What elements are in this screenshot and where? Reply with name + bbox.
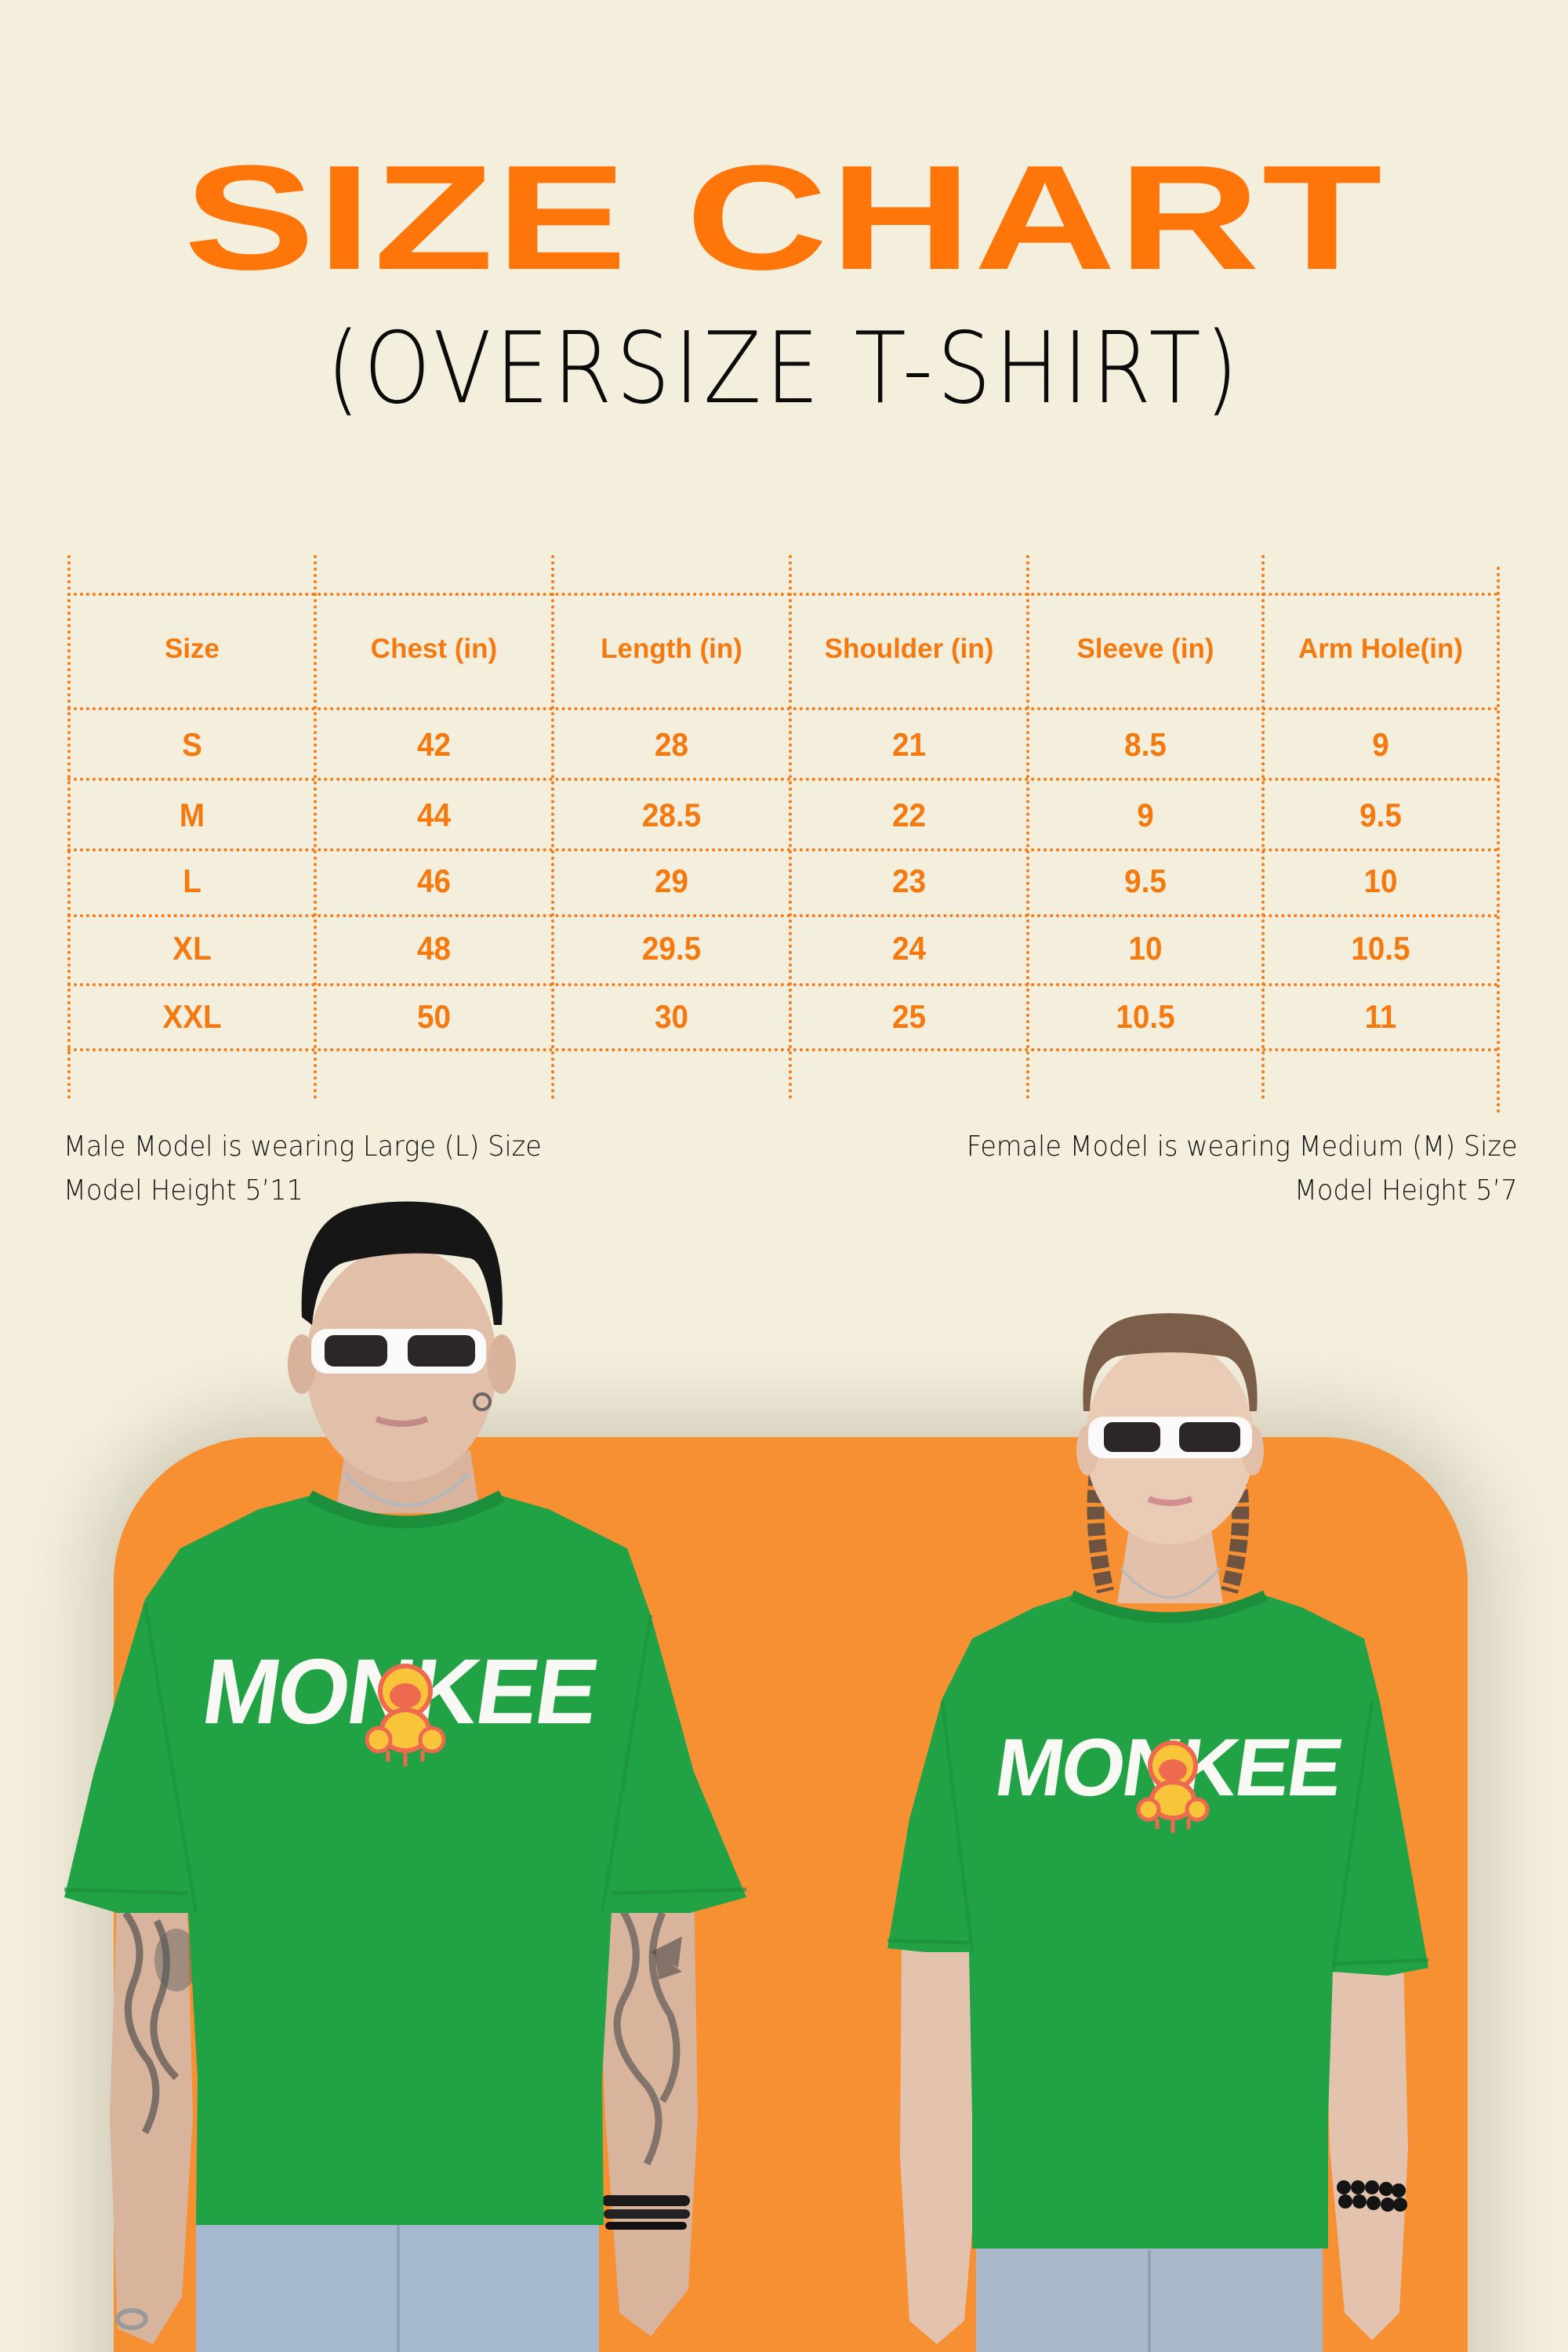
table-gridline bbox=[67, 1048, 1499, 1051]
table-cell-arm-hole: 11 bbox=[1364, 998, 1397, 1035]
table-cell-length: 29 bbox=[655, 862, 688, 899]
column-header-length: Length (in) bbox=[601, 633, 742, 664]
table-cell-shoulder: 21 bbox=[892, 726, 926, 763]
table-cell-chest: 46 bbox=[417, 862, 451, 899]
table-gridline bbox=[1497, 567, 1500, 1113]
female-model-image bbox=[0, 1176, 1568, 2352]
female-model-size-text: Female Model is wearing Medium (M) Size bbox=[967, 1131, 1518, 1163]
table-gridline bbox=[67, 707, 1499, 710]
table-cell-chest: 50 bbox=[417, 998, 451, 1035]
table-cell-size: XXL bbox=[162, 998, 222, 1035]
table-cell-length: 30 bbox=[655, 998, 688, 1035]
column-header-size: Size bbox=[164, 633, 220, 664]
table-cell-length: 28 bbox=[655, 726, 688, 763]
table-cell-shoulder: 22 bbox=[892, 797, 926, 833]
female-model-height-text: Model Height 5’7 bbox=[1294, 1174, 1518, 1207]
table-cell-arm-hole: 10.5 bbox=[1351, 930, 1410, 967]
table-cell-arm-hole: 9.5 bbox=[1359, 797, 1402, 833]
column-header-chest: Chest (in) bbox=[370, 633, 498, 664]
table-cell-shoulder: 23 bbox=[892, 862, 926, 899]
table-cell-size: S bbox=[182, 726, 202, 763]
table-cell-chest: 44 bbox=[417, 797, 451, 833]
table-cell-size: M bbox=[179, 797, 205, 833]
page-subtitle: (OVERSIZE T-SHIRT) bbox=[326, 310, 1243, 426]
table-gridline bbox=[67, 848, 1499, 851]
table-cell-shoulder: 25 bbox=[892, 998, 926, 1035]
table-gridline bbox=[67, 778, 1499, 781]
table-cell-size: XL bbox=[172, 930, 212, 967]
size-chart-table bbox=[0, 0, 1568, 1121]
table-cell-sleeve: 9.5 bbox=[1124, 862, 1167, 899]
table-cell-arm-hole: 9 bbox=[1372, 726, 1389, 763]
column-header-shoulder: Shoulder (in) bbox=[824, 633, 994, 664]
table-cell-length: 29.5 bbox=[641, 930, 702, 967]
table-cell-chest: 48 bbox=[417, 930, 451, 967]
page-title: SIZE CHART bbox=[183, 135, 1385, 301]
model-photo-area bbox=[0, 1176, 1568, 2352]
table-cell-sleeve: 10.5 bbox=[1116, 998, 1175, 1035]
table-cell-sleeve: 10 bbox=[1128, 930, 1163, 967]
table-cell-length: 28.5 bbox=[641, 797, 702, 833]
male-model-height-text: Model Height 5’11 bbox=[64, 1174, 303, 1207]
table-cell-size: L bbox=[183, 862, 201, 899]
table-cell-sleeve: 8.5 bbox=[1124, 726, 1167, 763]
table-gridline bbox=[67, 983, 1499, 986]
column-header-arm-hole: Arm Hole(in) bbox=[1298, 633, 1463, 664]
table-cell-shoulder: 24 bbox=[892, 930, 926, 967]
table-gridline bbox=[67, 914, 1499, 917]
table-cell-arm-hole: 10 bbox=[1363, 862, 1398, 899]
table-cell-chest: 42 bbox=[417, 726, 451, 763]
column-header-sleeve: Sleeve (in) bbox=[1076, 633, 1214, 664]
table-gridline bbox=[67, 593, 1499, 596]
table-cell-sleeve: 9 bbox=[1137, 797, 1154, 833]
male-model-size-text: Male Model is wearing Large (L) Size bbox=[64, 1131, 542, 1163]
